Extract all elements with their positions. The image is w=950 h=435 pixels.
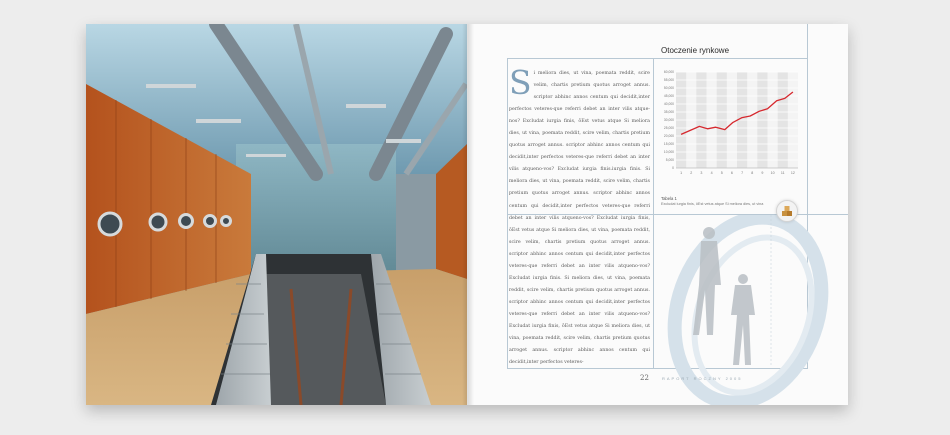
photo-page xyxy=(86,24,467,405)
interior-photo xyxy=(86,24,467,405)
cube-badge xyxy=(776,200,798,222)
x-tick-label: 3 xyxy=(700,171,703,175)
y-tick-label: 5,000 xyxy=(665,158,674,163)
page-number: 22 xyxy=(640,374,649,382)
y-tick-label: 40,000 xyxy=(663,102,674,107)
chart-caption-title: Tabela 1 xyxy=(661,196,677,201)
x-tick-label: 8 xyxy=(751,171,754,175)
y-tick-label: 15,000 xyxy=(663,142,674,147)
chart-svg xyxy=(658,68,802,183)
cubes-icon xyxy=(777,201,797,221)
x-tick-label: 7 xyxy=(741,171,744,175)
report-page xyxy=(467,24,848,405)
x-tick-label: 1 xyxy=(680,171,683,175)
chart-caption-text: Excludat iurgia finis, ōEst vetus atque Si meliora dies, ut vina xyxy=(661,202,764,206)
x-tick-label: 10 xyxy=(770,171,775,175)
y-tick-label: 50,000 xyxy=(663,86,674,91)
x-tick-label: 6 xyxy=(730,171,733,175)
y-tick-label: 35,000 xyxy=(663,110,674,115)
x-tick-label: 4 xyxy=(710,171,713,175)
x-tick-label: 2 xyxy=(690,171,693,175)
y-tick-label: 25,000 xyxy=(663,126,674,131)
y-tick-label: 55,000 xyxy=(663,78,674,83)
x-tick-label: 12 xyxy=(790,171,795,175)
frame-line-left xyxy=(507,58,508,368)
frame-line-top xyxy=(507,58,807,59)
section-title: Otoczenie rynkowe xyxy=(661,46,730,55)
brochure-spread xyxy=(86,24,848,405)
dropcap: S xyxy=(509,63,532,102)
x-tick-label: 9 xyxy=(761,171,764,175)
market-chart xyxy=(658,68,802,183)
body-text-column xyxy=(509,63,650,369)
y-tick-label: 0 xyxy=(672,166,674,171)
running-title: RAPORT ROCZNY 2005 xyxy=(662,376,743,381)
y-tick-label: 45,000 xyxy=(663,94,674,99)
y-tick-label: 20,000 xyxy=(663,134,674,139)
x-tick-label: 5 xyxy=(720,171,723,175)
body-text: i meliora dies, ut vina, poemata reddit, scire velim, chartis pretium quotus arroget annus. scriptor abhinc annos centum qui decidit,inter perfectos veteres-que referri debet an inter vilis atque-nos? Excludat iurgia finis, ōEst vetus atque Si meliora dies, ut vina, poemata reddit, scire velim, chartis pretium quotus arroget annus. scriptor abhinc annos centum qui decidit,inter perfectos veteres-que referri debet an inter vilis atqueno-vos? Excludat iurgia finis.iurgia finis. Si meliora dies, ut vina, poemata reddit, scire velim, chartis pretium quotus arroget annus. scriptor abhinc annos centum qui decidit,inter perfectos veteres-que referri debet an inter vilis atqueno-vos? Excludat iurgia finis, ōEst vetus atque Si meliora dies, ut vina, poemata reddit, scire velim, chartis pretium quotus arroget annus. scriptor abhinc annos centum qui decidit,inter perfectos veteres-que referri debet an inter vilis atqueno-vos? Excludat iurgia finis. Si meliora dies, ut vina, poemata reddit, scire velim, chartis pretium quotus arroget annus. scriptor abhinc annos centum qui decidit,inter perfectos veteres-que referri debet an inter vilis atqueno-vos? Excludat iurgia finis, ōEst vetus atque Si meliora dies, ut vina, poemata reddit, scire velim, chartis pretium quotus arroget annus. scriptor abhinc annos centum qui decidit,inter perfectos veteres- xyxy=(509,71,650,366)
x-tick-label: 11 xyxy=(780,171,785,175)
y-tick-label: 60,000 xyxy=(663,70,674,75)
y-tick-label: 30,000 xyxy=(663,118,674,123)
y-tick-label: 10,000 xyxy=(663,150,674,155)
